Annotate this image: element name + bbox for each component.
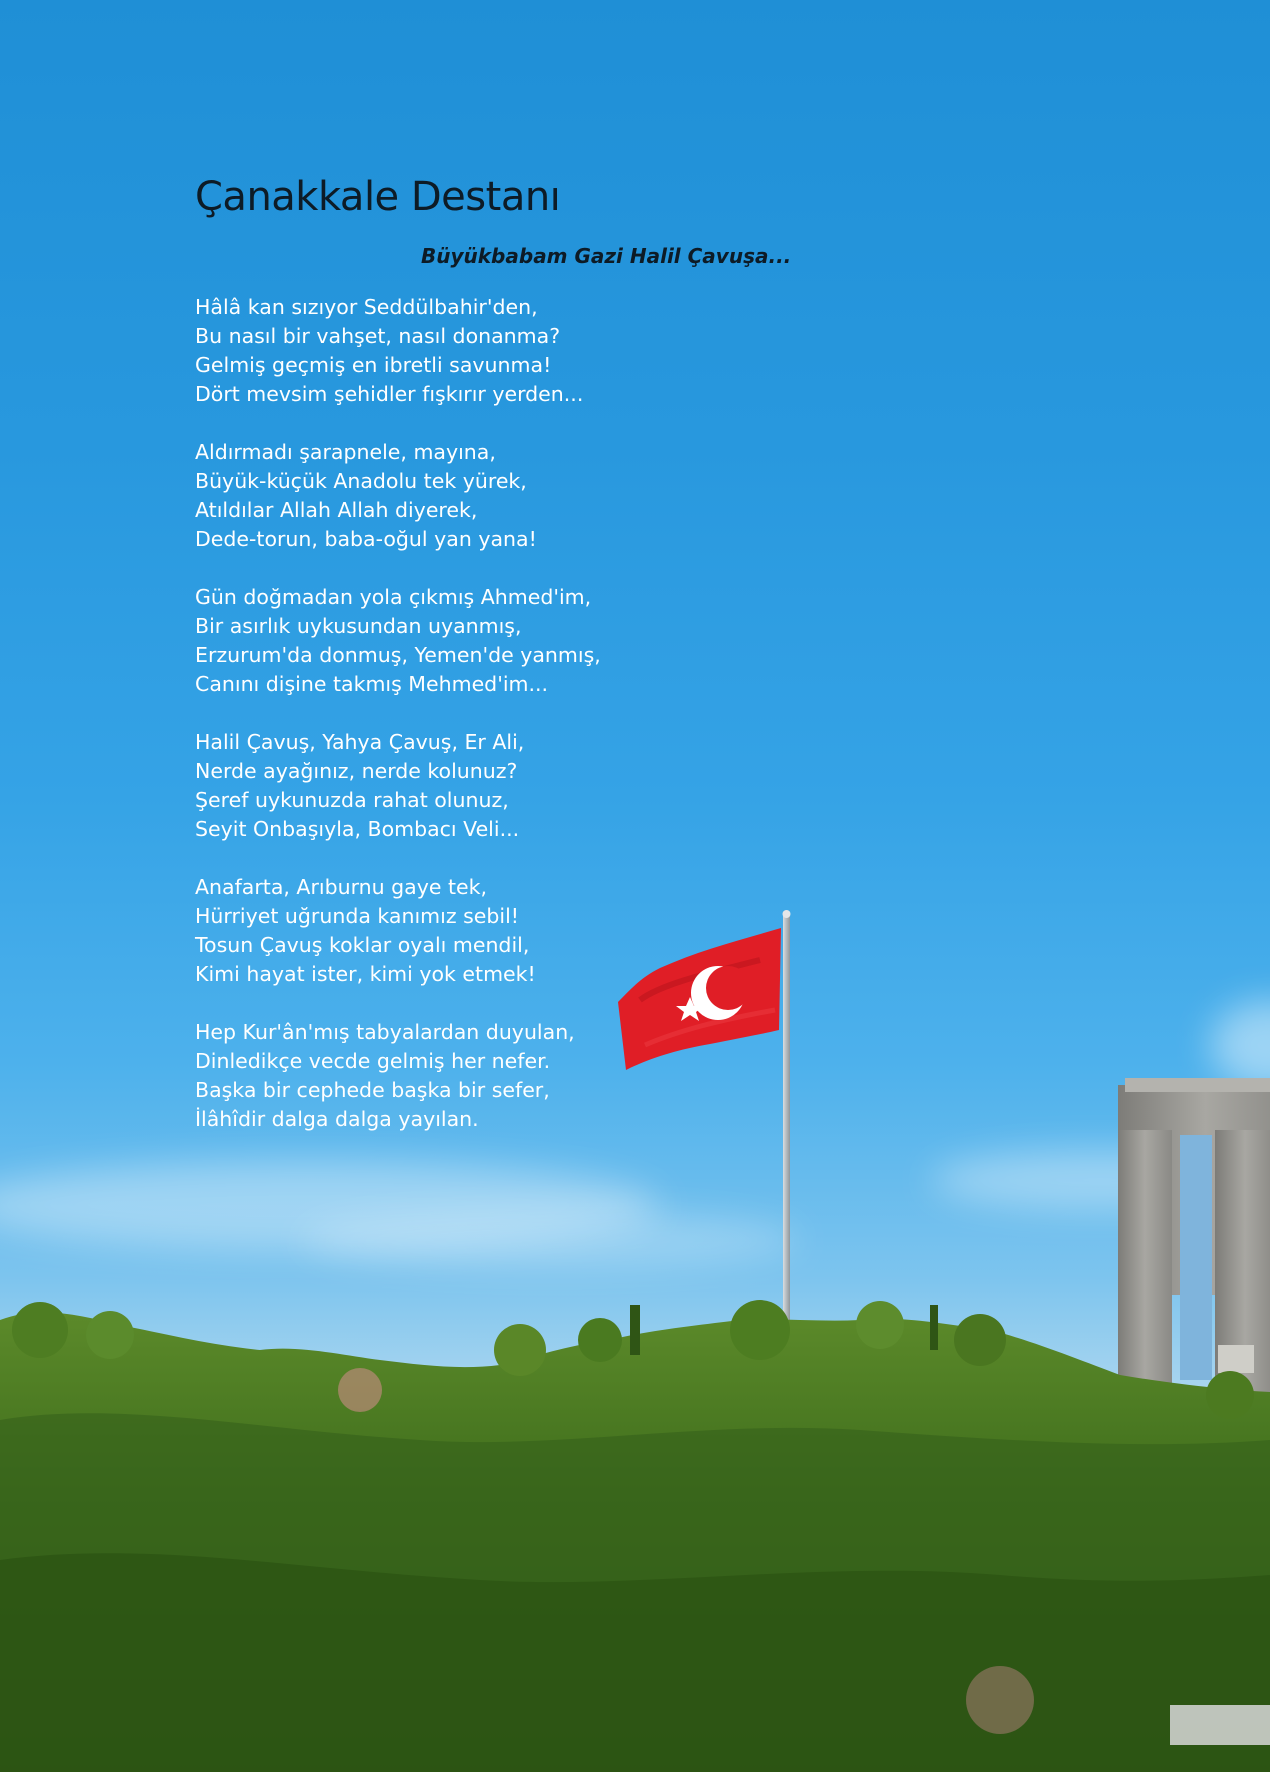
- poem-line: Büyük-küçük Anadolu tek yürek,: [195, 469, 527, 493]
- poem-line: Erzurum'da donmuş, Yemen'de yanmış,: [195, 643, 601, 667]
- turkish-flag: [618, 928, 781, 1070]
- poem-line: Aldırmadı şarapnele, mayına,: [195, 440, 496, 464]
- poem-title: Çanakkale Destanı: [195, 174, 561, 220]
- stanza: [195, 438, 601, 554]
- poem-line: Bir asırlık uykusundan uyanmış,: [195, 614, 522, 638]
- poem-line: Canını dişine takmış Mehmed'im...: [195, 672, 549, 696]
- poem-line: Kimi hayat ister, kimi yok etmek!: [195, 962, 536, 986]
- martyrs-monument: [1118, 1078, 1270, 1395]
- poem: [195, 168, 815, 1131]
- poem-line: İlâhîdir dalga dalga yayılan.: [195, 1107, 479, 1131]
- poem-line: Anafarta, Arıburnu gaye tek,: [195, 875, 488, 899]
- stanza: [195, 728, 601, 844]
- poem-line: Seyit Onbaşıyla, Bombacı Veli...: [195, 817, 520, 841]
- poem-line: Nerde ayağınız, nerde kolunuz?: [195, 759, 518, 783]
- poem-line: Dede-torun, baba-oğul yan yana!: [195, 527, 537, 551]
- poem-line: Halil Çavuş, Yahya Çavuş, Er Ali,: [195, 730, 525, 754]
- flag-pole: [783, 910, 791, 1335]
- poem-line: Hâlâ kan sızıyor Seddülbahir'den,: [195, 295, 538, 319]
- poem-line: Dört mevsim şehidler fışkırır yerden...: [195, 382, 584, 406]
- poem-line: Bu nasıl bir vahşet, nasıl donanma?: [195, 324, 561, 348]
- stanza: [195, 873, 601, 989]
- poem-line: Gelmiş geçmiş en ibretli savunma!: [195, 353, 552, 377]
- forest-hillside: [0, 1300, 1270, 1772]
- poem-dedication: Büyükbabam Gazi Halil Çavuşa...: [421, 244, 792, 268]
- stanza: [195, 1018, 601, 1134]
- stanza: [195, 293, 601, 409]
- poem-line: Atıldılar Allah Allah diyerek,: [195, 498, 478, 522]
- poem-stanzas: [195, 293, 601, 1163]
- poem-line: Hürriyet uğrunda kanımız sebil!: [195, 904, 520, 928]
- stanza: [195, 583, 601, 699]
- poem-line: Başka bir cephede başka bir sefer,: [195, 1078, 550, 1102]
- poem-line: Dinledikçe vecde gelmiş her nefer.: [195, 1049, 551, 1073]
- poem-line: Şeref uykunuzda rahat olunuz,: [195, 788, 509, 812]
- poem-line: Tosun Çavuş koklar oyalı mendil,: [195, 933, 530, 957]
- poem-line: Hep Kur'ân'mış tabyalardan duyulan,: [195, 1020, 575, 1044]
- poem-line: Gün doğmadan yola çıkmış Ahmed'im,: [195, 585, 592, 609]
